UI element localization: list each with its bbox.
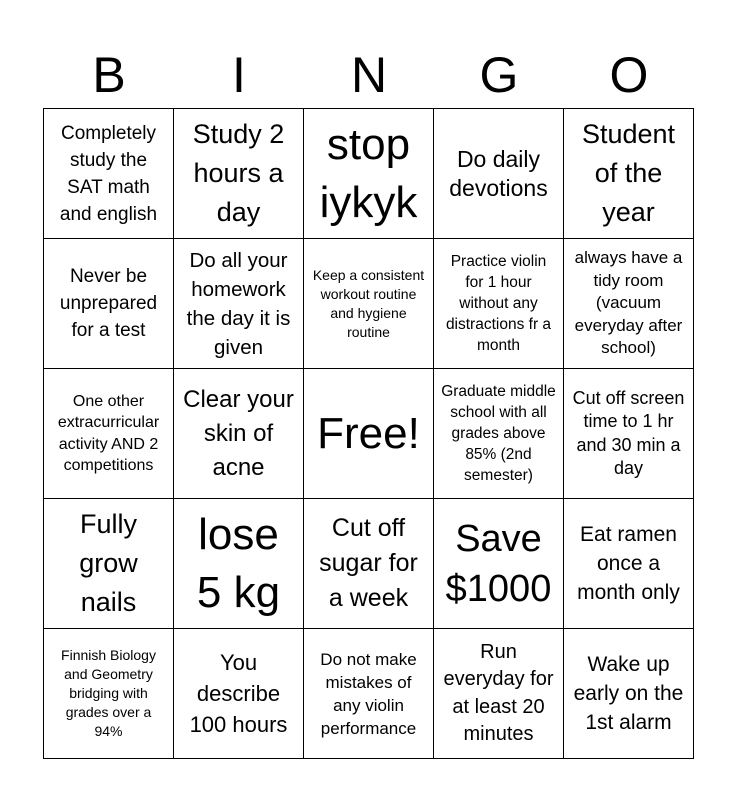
bingo-cell[interactable] xyxy=(174,499,304,629)
cell-text: Study 2 hours a day xyxy=(192,119,285,227)
header-letter-i: I xyxy=(232,47,246,103)
bingo-cell[interactable] xyxy=(304,109,434,239)
bingo-cell[interactable] xyxy=(434,369,564,499)
bingo-cell[interactable] xyxy=(434,629,564,759)
cell-text: Save $1000 xyxy=(445,517,552,610)
bingo-cell[interactable] xyxy=(304,629,434,759)
cell-text: Do not make mistakes of any violin performance xyxy=(320,649,417,738)
bingo-cell[interactable] xyxy=(434,239,564,369)
bingo-cell[interactable] xyxy=(174,629,304,759)
cell-text: Wake up early on the 1st alarm xyxy=(573,653,684,734)
cell-text: Student of the year xyxy=(581,119,676,227)
cell-text: Never be unprepared for a test xyxy=(59,266,158,341)
header-letter-b: B xyxy=(92,47,126,103)
cell-text: stop iykyk xyxy=(319,119,418,227)
free-space-cell[interactable] xyxy=(304,369,434,499)
bingo-cell[interactable] xyxy=(434,499,564,629)
header-letter-g: G xyxy=(479,47,519,103)
bingo-card xyxy=(43,108,694,759)
bingo-cell[interactable] xyxy=(44,239,174,369)
cell-text: Fully grow nails xyxy=(79,509,138,617)
bingo-cell[interactable] xyxy=(174,109,304,239)
cell-text: Graduate middle school with all grades above 85% (2nd semester) xyxy=(441,383,556,484)
cell-text: always have a tidy room (vacuum everyday after school) xyxy=(574,248,683,358)
cell-text: Run everyday for at least 20 minutes xyxy=(443,640,554,745)
bingo-cell[interactable] xyxy=(44,629,174,759)
cell-text: Do daily devotions xyxy=(449,145,548,201)
bingo-cell[interactable] xyxy=(44,369,174,499)
bingo-cell[interactable] xyxy=(434,109,564,239)
cell-text: Finnish Biology and Geometry bridging with grades over a 94% xyxy=(61,647,156,739)
header-letter-n: N xyxy=(350,47,388,103)
cell-text: You describe 100 hours xyxy=(189,650,288,737)
bingo-cell[interactable] xyxy=(44,499,174,629)
bingo-cell[interactable] xyxy=(174,239,304,369)
bingo-cell[interactable] xyxy=(304,239,434,369)
cell-text: One other extracurricular activity AND 2 competitions xyxy=(57,392,160,474)
bingo-cell[interactable] xyxy=(564,369,694,499)
cell-text: Practice violin for 1 hour without any distractions fr a month xyxy=(445,253,552,354)
cell-text: Eat ramen once a month only xyxy=(577,523,680,604)
bingo-cell[interactable] xyxy=(174,369,304,499)
bingo-cell[interactable] xyxy=(304,499,434,629)
cell-text: Completely study the SAT math and english xyxy=(59,122,158,225)
cell-text: Keep a consistent workout routine and hygiene routine xyxy=(312,266,425,340)
cell-text: lose 5 kg xyxy=(196,509,281,617)
bingo-header xyxy=(44,44,694,106)
cell-text: Cut off sugar for a week xyxy=(319,514,418,612)
cell-text: Clear your skin of acne xyxy=(183,385,294,481)
bingo-cell[interactable] xyxy=(564,499,694,629)
cell-text: Do all your homework the day it is given xyxy=(186,248,291,359)
bingo-cell[interactable] xyxy=(564,629,694,759)
bingo-cell[interactable] xyxy=(564,239,694,369)
bingo-cell[interactable] xyxy=(44,109,174,239)
header-letter-o: O xyxy=(609,47,649,103)
cell-text: Cut off screen time to 1 hr and 30 min a day xyxy=(572,387,685,478)
cell-text: Free! xyxy=(317,408,420,458)
bingo-cell[interactable] xyxy=(564,109,694,239)
